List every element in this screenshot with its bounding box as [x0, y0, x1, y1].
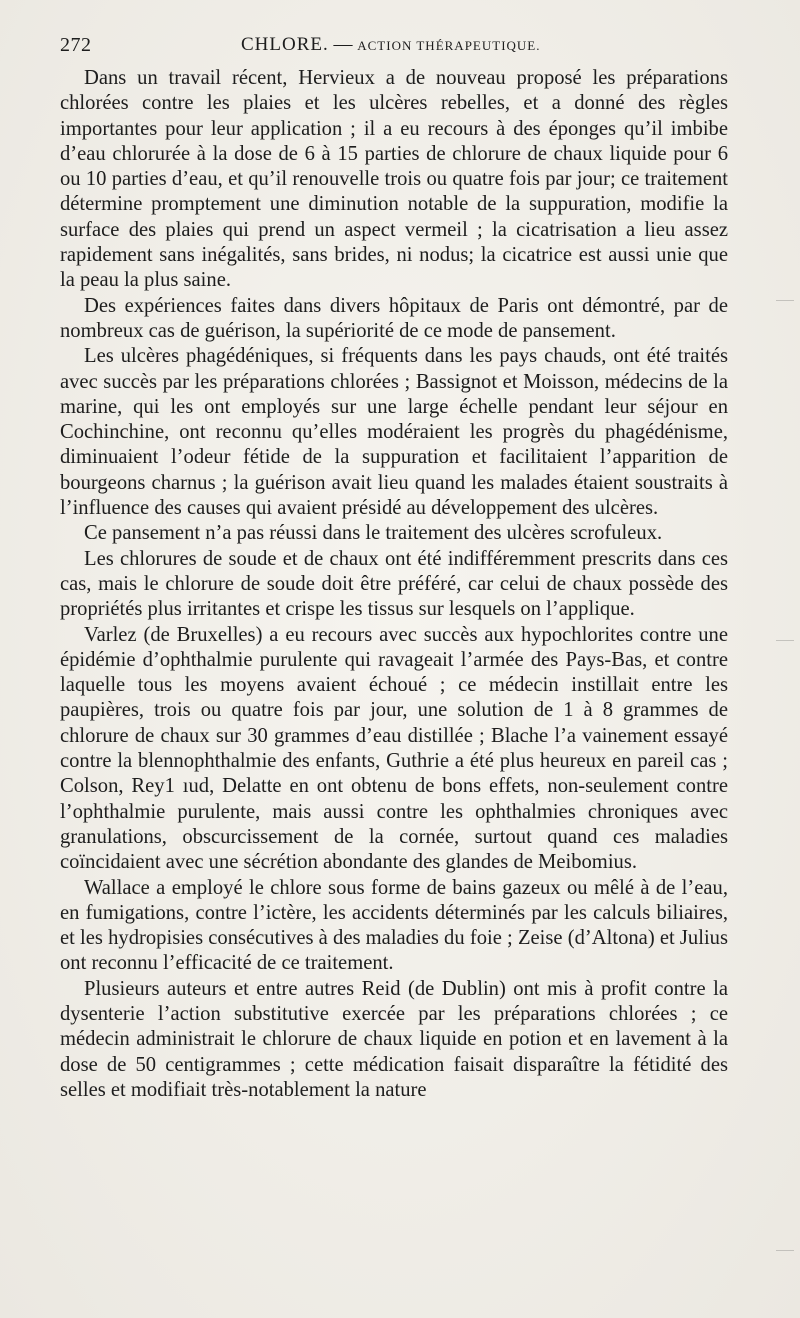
paragraph-ulceres-phagedeniques: Les ulcères phagédéniques, si fréquents dans les pays chauds, ont été traités avec succès par les préparations chlorées ; Bassignot et Moisson, médecins de la marine, qui les ont employés sur une large échelle pendant leur séjour en Cochinchine, ont reconnu qu’elles modéraient les progrès du phagédénisme, diminuaient l’odeur fétide de la suppuration et facilitaient l’apparition de bourgeons charnus ; la guérison avait lieu quand les malades étaient soustraits à l’influence des causes qui avaient présidé au développement des ulcères. — [60, 345, 728, 520]
paragraph-chlorures-soude-chaux: Les chlorures de soude et de chaux ont été indifféremment prescrits dans ces cas, mais le chlorure de soude doit être préféré, car celui de chaux possède des propriétés plus irritantes et crispe les tissus sur lesquels on l’applique. — [60, 547, 728, 621]
title-dash: — — [333, 34, 353, 55]
body-text — [60, 66, 728, 1103]
page-number: 272 — [60, 34, 92, 56]
paragraph-hopitaux-paris: Des expériences faites dans divers hôpitaux de Paris ont démontré, par de nombreux cas de guérison, la supériorité de ce mode de pansement. — [60, 294, 728, 342]
chapter-title: CHLORE. — [241, 34, 329, 55]
margin-mark — [776, 1250, 794, 1251]
paragraph-varlez-ophthalmie: Varlez (de Bruxelles) a eu recours avec succès aux hypochlorites contre une épidémie d’ophthalmie purulente qui ravageait l’armée des Pays-Bas, et contre laquelle tous les moyens avaient échoué ; ce médecin instillait entre les paupières, trois ou quatre fois par jour, une solution de 1 à 8 grammes de chlorure de chaux sur 30 grammes d’eau distillée ; Blache l’a vainement essayé contre la blennophthalmie des enfants, Guthrie a été plus heureux en pareil cas ; Colson, Rey1 ıud, Delatte en ont obtenu de bons effets, non-seulement contre l’ophthalmie purulente, mais aussi contre les ophthalmies chroniques avec granulations, obscurcissement de la cornée, surtout quand ces maladies coïncidaient avec une sécrétion abondante des glandes de Meibomius. — [60, 623, 728, 874]
running-header — [60, 34, 740, 58]
running-title — [241, 34, 541, 56]
margin-mark — [776, 300, 794, 301]
paragraph-reid-dysenterie: Plusieurs auteurs et entre autres Reid (de Dublin) ont mis à profit contre la dysenterie l’action substitutive exercée par les préparations chlorées ; ce médecin administrait le chlorure de chaux liquide en potion et en lavement à la dose de 50 centigrammes ; cette médication faisait disparaître la fétidité des selles et modifiait très-notablement la nature — [60, 977, 728, 1101]
paragraph-hervieux: Dans un travail récent, Hervieux a de nouveau proposé les préparations chlorées contre les plaies et les ulcères rebelles, et a donné des règles importantes pour leur application ; il a eu recours à des éponges qu’il imbibe d’eau chlorurée à la dose de 6 à 15 parties de chlorure de chaux liquide pour 6 ou 10 parties d’eau, et qu’il renouvelle trois ou quatre fois par jour; ce traitement détermine promptement une diminution notable de la suppuration, modifie la surface des plaies qui prend un aspect vermeil ; la cicatrisation a lieu assez rapidement sans inégalités, sans brides, ni nodus; la cicatrice est aussi unie que la peau la plus saine. — [60, 67, 728, 292]
section-subtitle: ACTION THÉRAPEUTIQUE. — [357, 38, 541, 53]
paragraph-ulceres-scrofuleux: Ce pansement n’a pas réussi dans le traitement des ulcères scrofuleux. — [84, 522, 663, 545]
paragraph-wallace-ictere: Wallace a employé le chlore sous forme de bains gazeux ou mêlé à de l’eau, en fumigations, contre l’ictère, les accidents déterminés par les calculs biliaires, et les hydropisies consécutives à des maladies du foie ; Zeise (d’Altona) et Julius ont reconnu l’efficacité de ce traitement. — [60, 876, 728, 975]
margin-mark — [776, 640, 794, 641]
